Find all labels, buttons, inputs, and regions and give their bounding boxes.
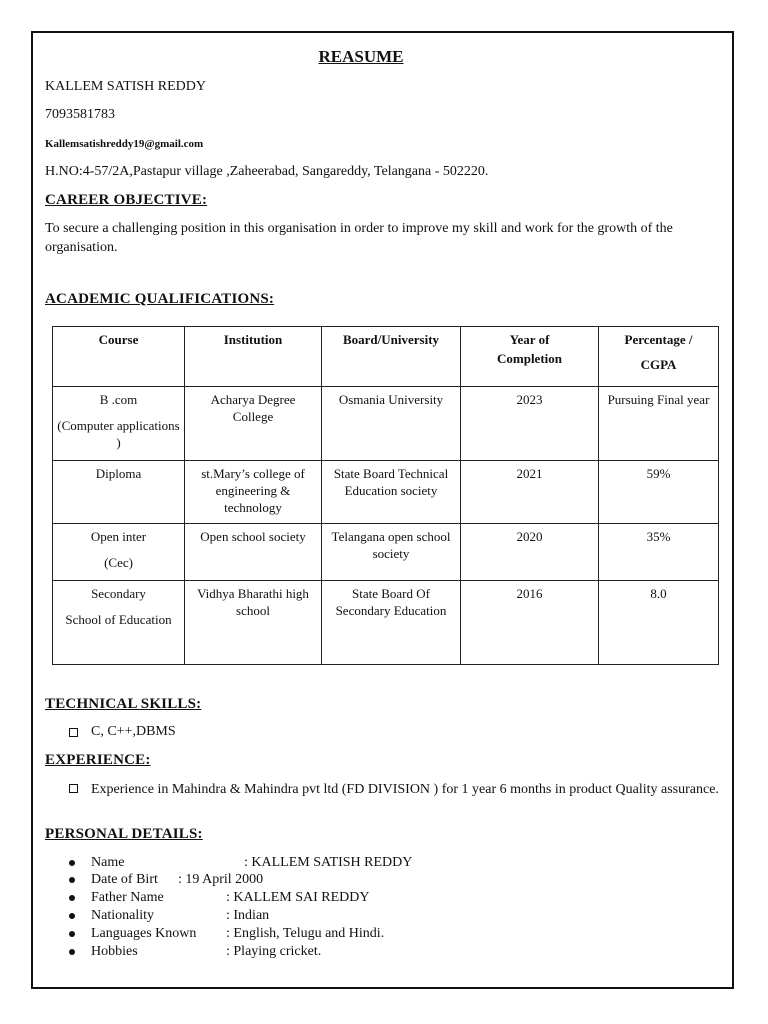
cell-percentage: 59%	[599, 461, 719, 524]
table-row	[53, 581, 719, 665]
cell-board: State Board Of Secondary Education	[322, 581, 461, 665]
col-header-board: Board/University	[322, 327, 461, 387]
technical-skills-heading: TECHNICAL SKILLS:	[45, 696, 202, 712]
cell-course: B .com (Computer applications )	[53, 387, 185, 461]
skill-item: C, C++,DBMS	[91, 724, 176, 739]
personal-label-father: Father Name	[91, 890, 164, 905]
bullet-dot-icon	[69, 860, 75, 866]
square-bullet-icon	[69, 784, 78, 793]
cell-course: Secondary School of Education	[53, 581, 185, 665]
cell-institution: Acharya Degree College	[185, 387, 322, 461]
cell-percentage: 35%	[599, 524, 719, 581]
personal-value-languages: : English, Telugu and Hindi.	[226, 926, 385, 941]
cell-institution: Vidhya Bharathi high school	[185, 581, 322, 665]
bullet-dot-icon	[69, 949, 75, 955]
cell-board: Osmania University	[322, 387, 461, 461]
cell-institution: st.Mary’s college of engineering & technology	[185, 461, 322, 524]
cell-percentage: 8.0	[599, 581, 719, 665]
cell-year: 2023	[461, 387, 599, 461]
personal-label-dob: Date of Birt	[91, 872, 158, 887]
col-header-year: Year of Completion	[461, 327, 599, 387]
candidate-name: KALLEM SATISH REDDY	[45, 79, 206, 94]
email-address: Kallemsatishreddy19@gmail.com	[45, 138, 204, 150]
bullet-dot-icon	[69, 895, 75, 901]
col-header-institution: Institution	[185, 327, 322, 387]
career-objective-text: To secure a challenging position in this organisation in order to improve my skill and work for the growth of the organisation.	[45, 221, 673, 255]
table-row	[53, 387, 719, 461]
table-row	[53, 461, 719, 524]
personal-label-hobbies: Hobbies	[91, 944, 138, 959]
personal-value-nationality: : Indian	[226, 908, 270, 923]
cell-year: 2020	[461, 524, 599, 581]
personal-value-father: : KALLEM SAI REDDY	[226, 890, 370, 905]
col-header-percentage: Percentage / CGPA	[599, 327, 719, 387]
cell-year: 2021	[461, 461, 599, 524]
table-row	[53, 524, 719, 581]
academic-table	[52, 326, 719, 665]
personal-details-heading: PERSONAL DETAILS:	[45, 826, 203, 842]
postal-address: H.NO:4-57/2A,Pastapur village ,Zaheerabad, Sangareddy, Telangana - 502220.	[45, 164, 489, 179]
cell-board: Telangana open school society	[322, 524, 461, 581]
personal-label-languages: Languages Known	[91, 926, 197, 941]
cell-year: 2016	[461, 581, 599, 665]
cell-board: State Board Technical Education society	[322, 461, 461, 524]
career-objective-heading: CAREER OBJECTIVE:	[45, 192, 208, 208]
personal-value-dob: : 19 April 2000	[178, 872, 264, 887]
cell-percentage: Pursuing Final year	[599, 387, 719, 461]
square-bullet-icon	[69, 728, 78, 737]
phone-number: 7093581783	[45, 107, 115, 122]
personal-value-name: : KALLEM SATISH REDDY	[244, 855, 413, 870]
personal-value-hobbies: : Playing cricket.	[226, 944, 322, 959]
document-title: REASUME	[318, 47, 404, 66]
col-header-course: Course	[53, 327, 185, 387]
personal-label-nationality: Nationality	[91, 908, 154, 923]
table-header-row	[53, 327, 719, 387]
bullet-dot-icon	[69, 931, 75, 937]
experience-heading: EXPERIENCE:	[45, 752, 151, 768]
cell-course: Diploma	[53, 461, 185, 524]
bullet-dot-icon	[69, 877, 75, 883]
personal-label-name: Name	[91, 855, 125, 870]
bullet-dot-icon	[69, 913, 75, 919]
academic-heading: ACADEMIC QUALIFICATIONS:	[45, 291, 275, 307]
experience-item: Experience in Mahindra & Mahindra pvt ltd (FD DIVISION ) for 1 year 6 months in product Quality assurance.	[91, 782, 719, 797]
cell-institution: Open school society	[185, 524, 322, 581]
cell-course: Open inter (Cec)	[53, 524, 185, 581]
